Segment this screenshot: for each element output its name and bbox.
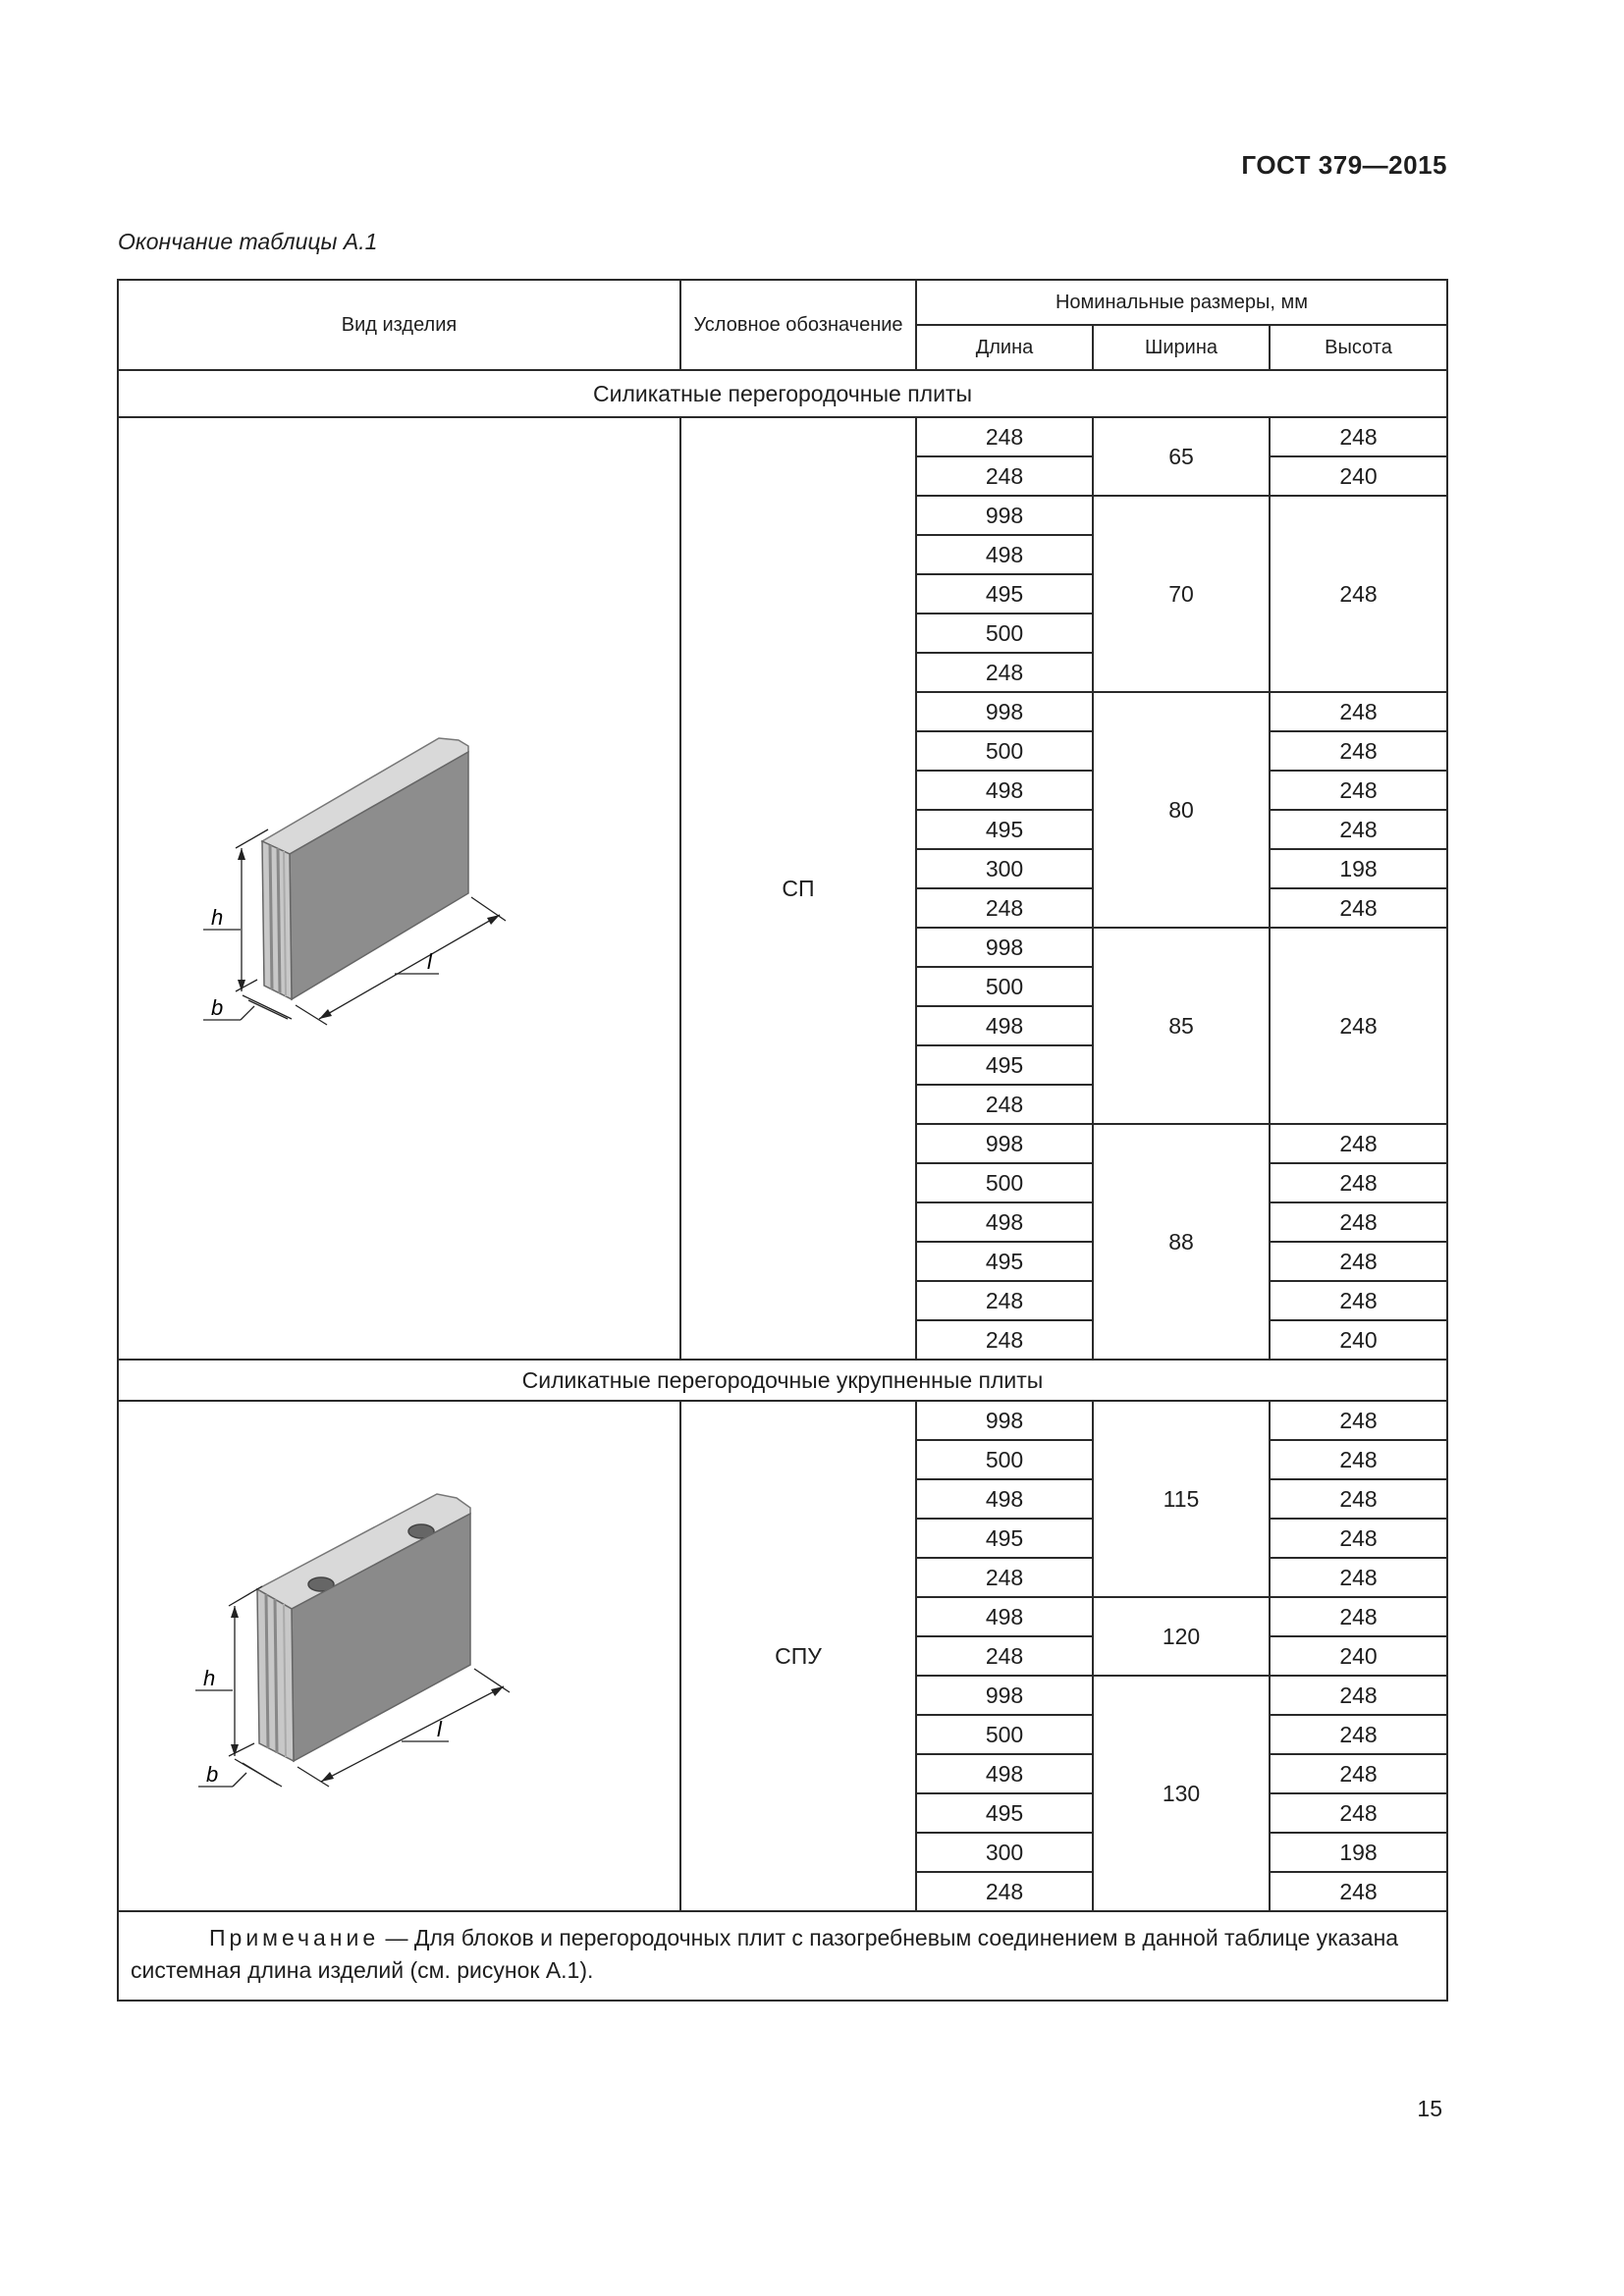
partition-plate-drawing xyxy=(144,679,655,1092)
length-cell: 500 xyxy=(916,1440,1093,1479)
height-cell: 248 xyxy=(1270,731,1447,771)
height-cell: 248 xyxy=(1270,928,1447,1124)
length-cell: 498 xyxy=(916,1202,1093,1242)
figure-label-b: b xyxy=(205,1762,218,1787)
section-title-spu: Силикатные перегородочные укрупненные плиты xyxy=(118,1360,1447,1401)
figure-label-b: b xyxy=(210,995,223,1020)
length-cell: 498 xyxy=(916,1597,1093,1636)
partition-plate-figure xyxy=(118,417,680,1360)
figure-label-h: h xyxy=(202,1666,215,1690)
header-product-type: Вид изделия xyxy=(118,280,680,370)
height-cell: 240 xyxy=(1270,1636,1447,1676)
height-cell: 248 xyxy=(1270,1519,1447,1558)
height-cell: 248 xyxy=(1270,1715,1447,1754)
note-text: — Для блоков и перегородочных плит с пазогребневым соединением в данной таблице указана системная длина изделий (см. рисунок А.1). xyxy=(131,1925,1399,1984)
height-cell: 198 xyxy=(1270,1833,1447,1872)
height-cell: 248 xyxy=(1270,1872,1447,1911)
section-title-sp: Силикатные перегородочные плиты xyxy=(118,370,1447,417)
length-cell: 248 xyxy=(916,1281,1093,1320)
length-cell: 248 xyxy=(916,1320,1093,1360)
table-note xyxy=(118,1911,1447,2001)
length-cell: 500 xyxy=(916,1163,1093,1202)
figure-label-l: l xyxy=(426,949,432,974)
length-cell: 998 xyxy=(916,1124,1093,1163)
width-cell: 65 xyxy=(1093,417,1270,496)
height-cell: 248 xyxy=(1270,1440,1447,1479)
length-cell: 248 xyxy=(916,1636,1093,1676)
height-cell: 248 xyxy=(1270,1558,1447,1597)
width-cell: 70 xyxy=(1093,496,1270,692)
note-label: Примечание xyxy=(209,1925,380,1950)
length-cell: 248 xyxy=(916,1085,1093,1124)
height-cell: 248 xyxy=(1270,1479,1447,1519)
length-cell: 248 xyxy=(916,456,1093,496)
width-cell: 80 xyxy=(1093,692,1270,928)
length-cell: 248 xyxy=(916,653,1093,692)
length-cell: 998 xyxy=(916,692,1093,731)
length-cell: 300 xyxy=(916,849,1093,888)
height-cell: 248 xyxy=(1270,810,1447,849)
note-row xyxy=(118,1911,1447,2001)
figure-label-h: h xyxy=(210,905,223,930)
header-row-1 xyxy=(118,280,1447,325)
length-cell: 998 xyxy=(916,1401,1093,1440)
width-cell: 115 xyxy=(1093,1401,1270,1597)
length-cell: 500 xyxy=(916,731,1093,771)
length-cell: 300 xyxy=(916,1833,1093,1872)
length-cell: 500 xyxy=(916,614,1093,653)
length-cell: 498 xyxy=(916,771,1093,810)
height-cell: 248 xyxy=(1270,888,1447,928)
height-cell: 248 xyxy=(1270,1676,1447,1715)
header-height: Высота xyxy=(1270,325,1447,370)
length-cell: 495 xyxy=(916,1519,1093,1558)
height-cell: 248 xyxy=(1270,1124,1447,1163)
length-cell: 998 xyxy=(916,1676,1093,1715)
large-partition-plate-figure xyxy=(118,1401,680,1911)
table-caption: Окончание таблицы А.1 xyxy=(118,229,378,254)
dimensions-table xyxy=(117,279,1448,2002)
length-cell: 248 xyxy=(916,417,1093,456)
length-cell: 248 xyxy=(916,888,1093,928)
height-cell: 198 xyxy=(1270,849,1447,888)
height-cell: 248 xyxy=(1270,1202,1447,1242)
width-cell: 85 xyxy=(1093,928,1270,1124)
symbol-spu: СПУ xyxy=(680,1401,916,1911)
length-cell: 495 xyxy=(916,1793,1093,1833)
large-partition-plate-drawing xyxy=(144,1457,655,1849)
width-cell: 88 xyxy=(1093,1124,1270,1360)
height-cell: 248 xyxy=(1270,1281,1447,1320)
length-cell: 500 xyxy=(916,967,1093,1006)
length-cell: 495 xyxy=(916,574,1093,614)
height-cell: 248 xyxy=(1270,1242,1447,1281)
length-cell: 998 xyxy=(916,496,1093,535)
header-symbol: Условное обозначение xyxy=(680,280,916,370)
length-cell: 498 xyxy=(916,535,1093,574)
length-cell: 495 xyxy=(916,1242,1093,1281)
height-cell: 248 xyxy=(1270,417,1447,456)
height-cell: 248 xyxy=(1270,1754,1447,1793)
length-cell: 500 xyxy=(916,1715,1093,1754)
header-length: Длина xyxy=(916,325,1093,370)
length-cell: 498 xyxy=(916,1006,1093,1045)
height-cell: 248 xyxy=(1270,1793,1447,1833)
document-code: ГОСТ 379—2015 xyxy=(1241,150,1447,180)
figure-label-l: l xyxy=(436,1717,442,1741)
symbol-sp: СП xyxy=(680,417,916,1360)
height-cell: 248 xyxy=(1270,1597,1447,1636)
length-cell: 495 xyxy=(916,810,1093,849)
height-cell: 248 xyxy=(1270,1163,1447,1202)
height-cell: 240 xyxy=(1270,1320,1447,1360)
height-cell: 248 xyxy=(1270,496,1447,692)
length-cell: 998 xyxy=(916,928,1093,967)
length-cell: 498 xyxy=(916,1754,1093,1793)
length-cell: 495 xyxy=(916,1045,1093,1085)
width-cell: 120 xyxy=(1093,1597,1270,1676)
height-cell: 240 xyxy=(1270,456,1447,496)
length-cell: 248 xyxy=(916,1558,1093,1597)
table-row xyxy=(118,417,1447,456)
header-width: Ширина xyxy=(1093,325,1270,370)
height-cell: 248 xyxy=(1270,692,1447,731)
page-number: 15 xyxy=(1417,2096,1442,2121)
height-cell: 248 xyxy=(1270,1401,1447,1440)
height-cell: 248 xyxy=(1270,771,1447,810)
length-cell: 498 xyxy=(916,1479,1093,1519)
table-row xyxy=(118,1401,1447,1440)
length-cell: 248 xyxy=(916,1872,1093,1911)
header-nominal-dimensions: Номинальные размеры, мм xyxy=(916,280,1447,325)
width-cell: 130 xyxy=(1093,1676,1270,1911)
